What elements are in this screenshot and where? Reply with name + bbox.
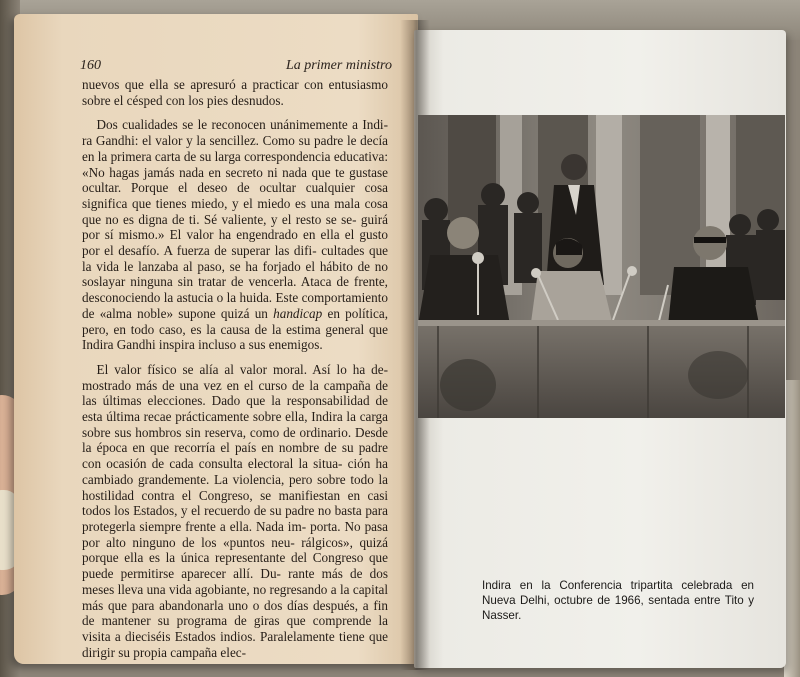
paragraph-3 [82,362,388,660]
photo-illustration [418,115,785,418]
text-line: del Congreso que puede permitirse aparecer allí. Du- [82,550,389,582]
text-line: carga sobre sus hombros sin reserva, como de ordinario. [82,409,388,440]
text-line: decía en la primera carta de su larga correspondencia [82,133,388,164]
text-line: o dos días después, a fin de mantener su programa de [82,597,388,629]
text-line: ción ha cambiado grandemente. La violencia, pero sobre [82,456,389,487]
running-head [80,58,392,78]
paragraph-1 [82,77,388,108]
text-line: giras que comprende la visita a dieciséis Estados indios. [82,613,388,644]
text-line: regresando a la capital más que para abandonarla uno [82,581,389,613]
photo-caption: Indira en la Conferencia tripartita celebrada en Nueva Delhi, octubre de 1966, sentada entre Tito y Nasser. [482,579,754,622]
text-line: sobre el césped con los pies desnudos. [82,92,284,108]
text-line: Ataca de frente, desconociendo la astucia o la huida. [82,274,388,306]
text-line: cosa que no es digna de ti. Sé valiente, y el resto se se- [82,195,388,227]
body-text [82,77,388,660]
text-line: porta. No pasa por alto ninguno de los «puntos neu- [82,518,389,550]
text-line: te gustase ocultar. Porque el deseo de ocultar cualquier [82,164,389,196]
text-line: nuevos que ella se apresuró a practicar con entusiasmo [82,77,388,92]
text-line: cultades que la vida le lanzaba al paso, se ha forjado el [82,243,389,274]
paragraph-2 [82,117,388,353]
text-line: rálgicos», quizá porque ella es la única representante [82,534,388,566]
text-line: mostrado más de una vez en el curso de la campaña [82,377,371,393]
page-stack-edge [784,380,800,677]
text-line: padre con ocasión de cada consulta electoral la situa- [82,440,388,472]
text-line: Dos cualidades se le reconocen unánimemente a Indi- [96,117,388,133]
text-line: de esta última recae prácticamente sobre ella, Indira la [82,393,388,425]
text-line: Este comportamiento de «alma noble» supone quizá [82,290,389,321]
text-line: de la estima general que Indira Gandhi inspira incluso [82,321,389,353]
conference-photo [418,115,785,418]
text-line: El valor físico se alía al valor moral. Así lo ha de- [96,361,388,377]
text-line: basta para protegerla siempre frente a ella. Nada im- [82,503,389,534]
text-line: a sus enemigos. [239,337,323,353]
text-line: cosa significa que tienes miedo, y el miedo es una mala [82,180,388,211]
text-line: todo la hostilidad contra el Congreso, se manifiestan [82,471,389,503]
running-head-title: La primer ministro [285,58,392,73]
text-line: educativa: «No hagas jamás nada en secreto ni nada que [82,148,388,180]
text-line: ra Gandhi: el valor y la sencillez. Como su padre le [82,133,357,149]
text-line: de las últimas elecciones. Dado que la responsabilidad [82,377,388,409]
text-line: guirá por sí mismo.» El valor ha engendrado en ella [82,211,389,243]
text-line: en casi todos los Estados, y el recuerdo de su padre no [82,487,389,519]
text-line: rante más de dos meses lleva una vida agobiante, no [82,566,388,597]
text-line: Paralelamente tiene que dirigir su propia campaña elec- [82,628,389,660]
page-number: 160 [80,58,101,73]
text-line: Desde la época en que recorría el país en nombre de su [82,424,389,456]
text-line: un handicap en política, pero, en todo caso, es la causa [82,305,389,337]
text-line: el gusto por el desafío. A fuerza de superar las difi- [82,227,388,259]
text-line: hábito de no soslayar ninguna sin tratar de vencerla. [82,258,388,290]
